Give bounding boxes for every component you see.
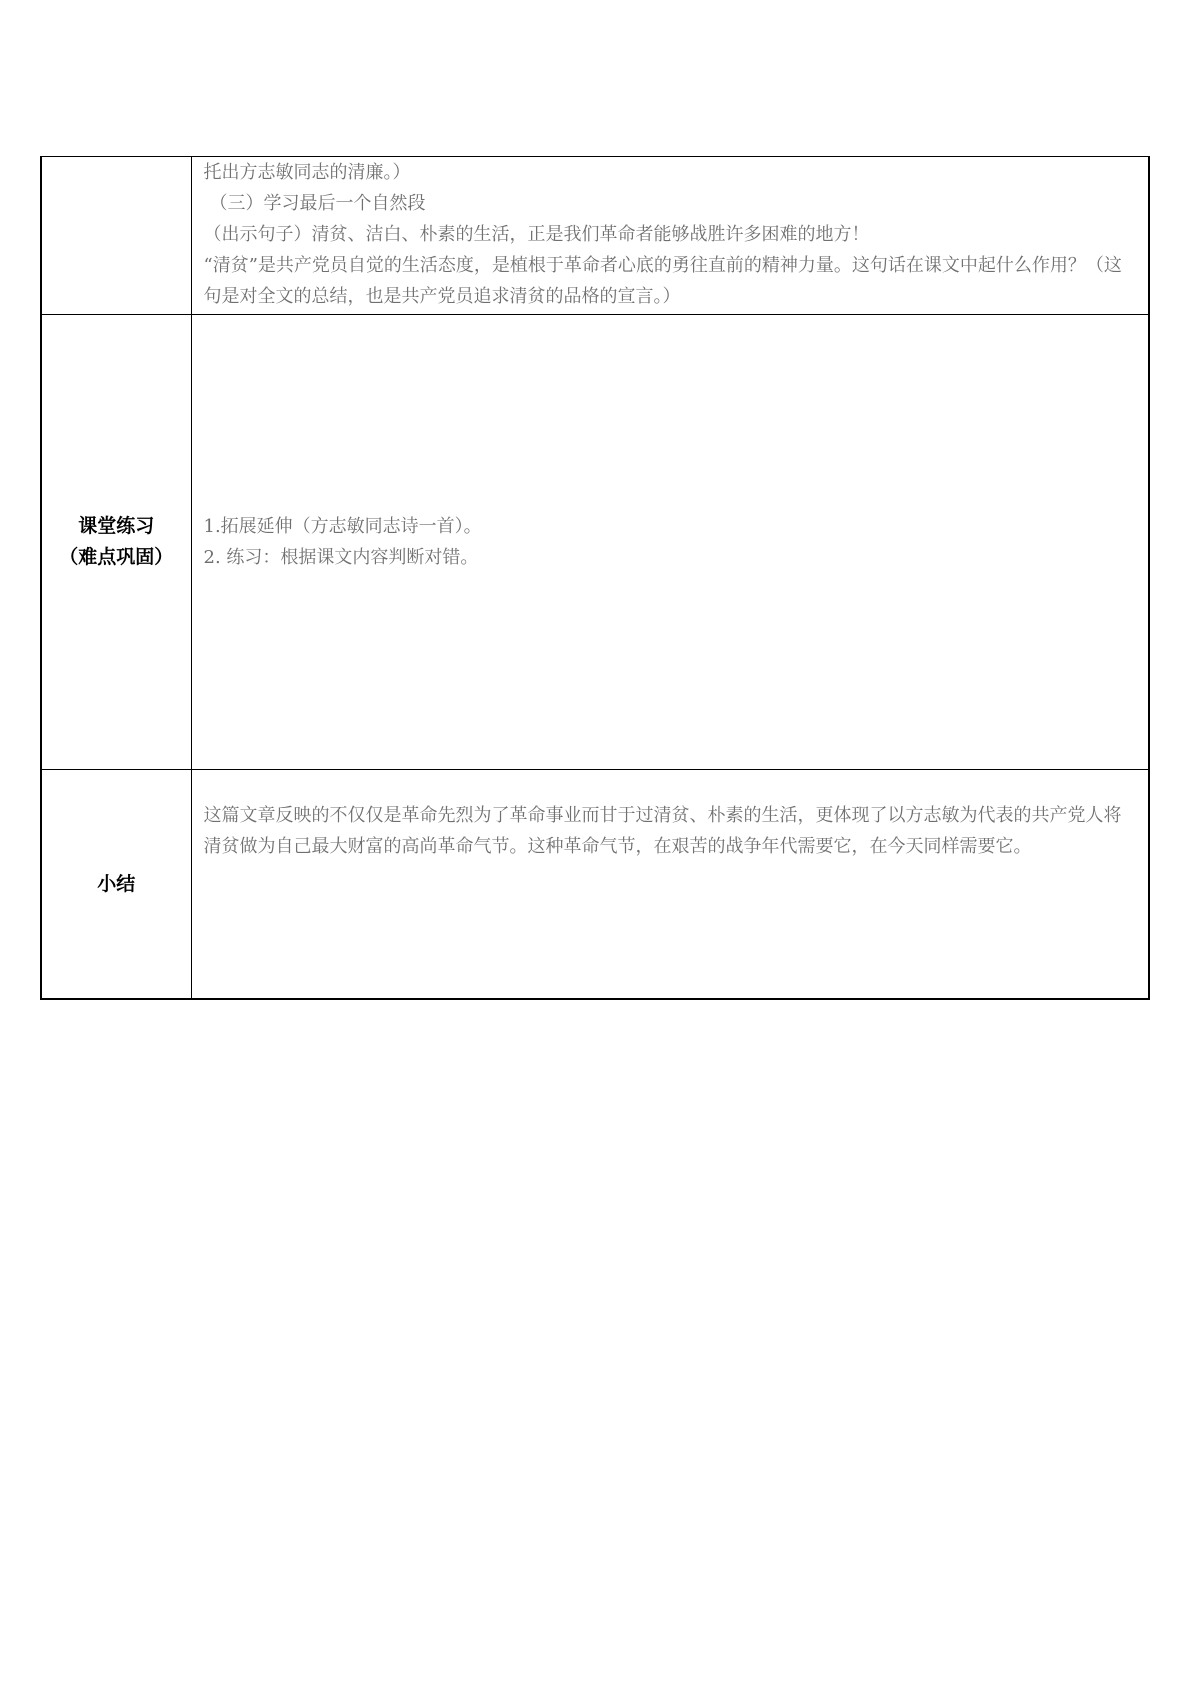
table-row <box>41 157 1149 315</box>
table-row <box>41 770 1149 1000</box>
paragraph: 托出方志敏同志的清廉。） <box>203 162 411 183</box>
row-content-practice <box>191 315 1149 770</box>
row-content-text-study <box>191 157 1149 315</box>
row-label-summary: 小结 <box>41 770 191 1000</box>
paragraph: 这篇文章反映的不仅仅是革命先烈为了革命事业而甘于过清贫、朴素的生活，更体现了以方志敏为代表的共产党人将清贫做为自己最大财富的高尚革命气节。这种革命气节，在艰苦的战争年代需要它，在今天同样需要它。 <box>203 805 1122 857</box>
row-label-empty <box>41 157 191 315</box>
table-row <box>41 315 1149 770</box>
row-content-summary <box>191 770 1149 1000</box>
label-line: （难点巩固） <box>59 546 174 568</box>
paragraph: 1.拓展延伸（方志敏同志诗一首）。 <box>203 516 482 537</box>
row-label-classroom-practice <box>41 315 191 770</box>
lesson-plan-table <box>40 156 1150 1000</box>
label-line: 课堂练习 <box>78 515 155 537</box>
paragraph: “清贫”是共产党员自觉的生活态度，是植根于革命者心底的勇往直前的精神力量。这句话在课文中起什么作用？（这句是对全文的总结，也是共产党员追求清贫的品格的宣言。） <box>203 255 1122 307</box>
paragraph: 2. 练习：根据课文内容判断对错。 <box>203 547 479 568</box>
paragraph: （出示句子）清贫、洁白、朴素的生活，正是我们革命者能够战胜许多困难的地方！ <box>203 224 870 245</box>
paragraph: （三）学习最后一个自然段 <box>209 193 426 214</box>
